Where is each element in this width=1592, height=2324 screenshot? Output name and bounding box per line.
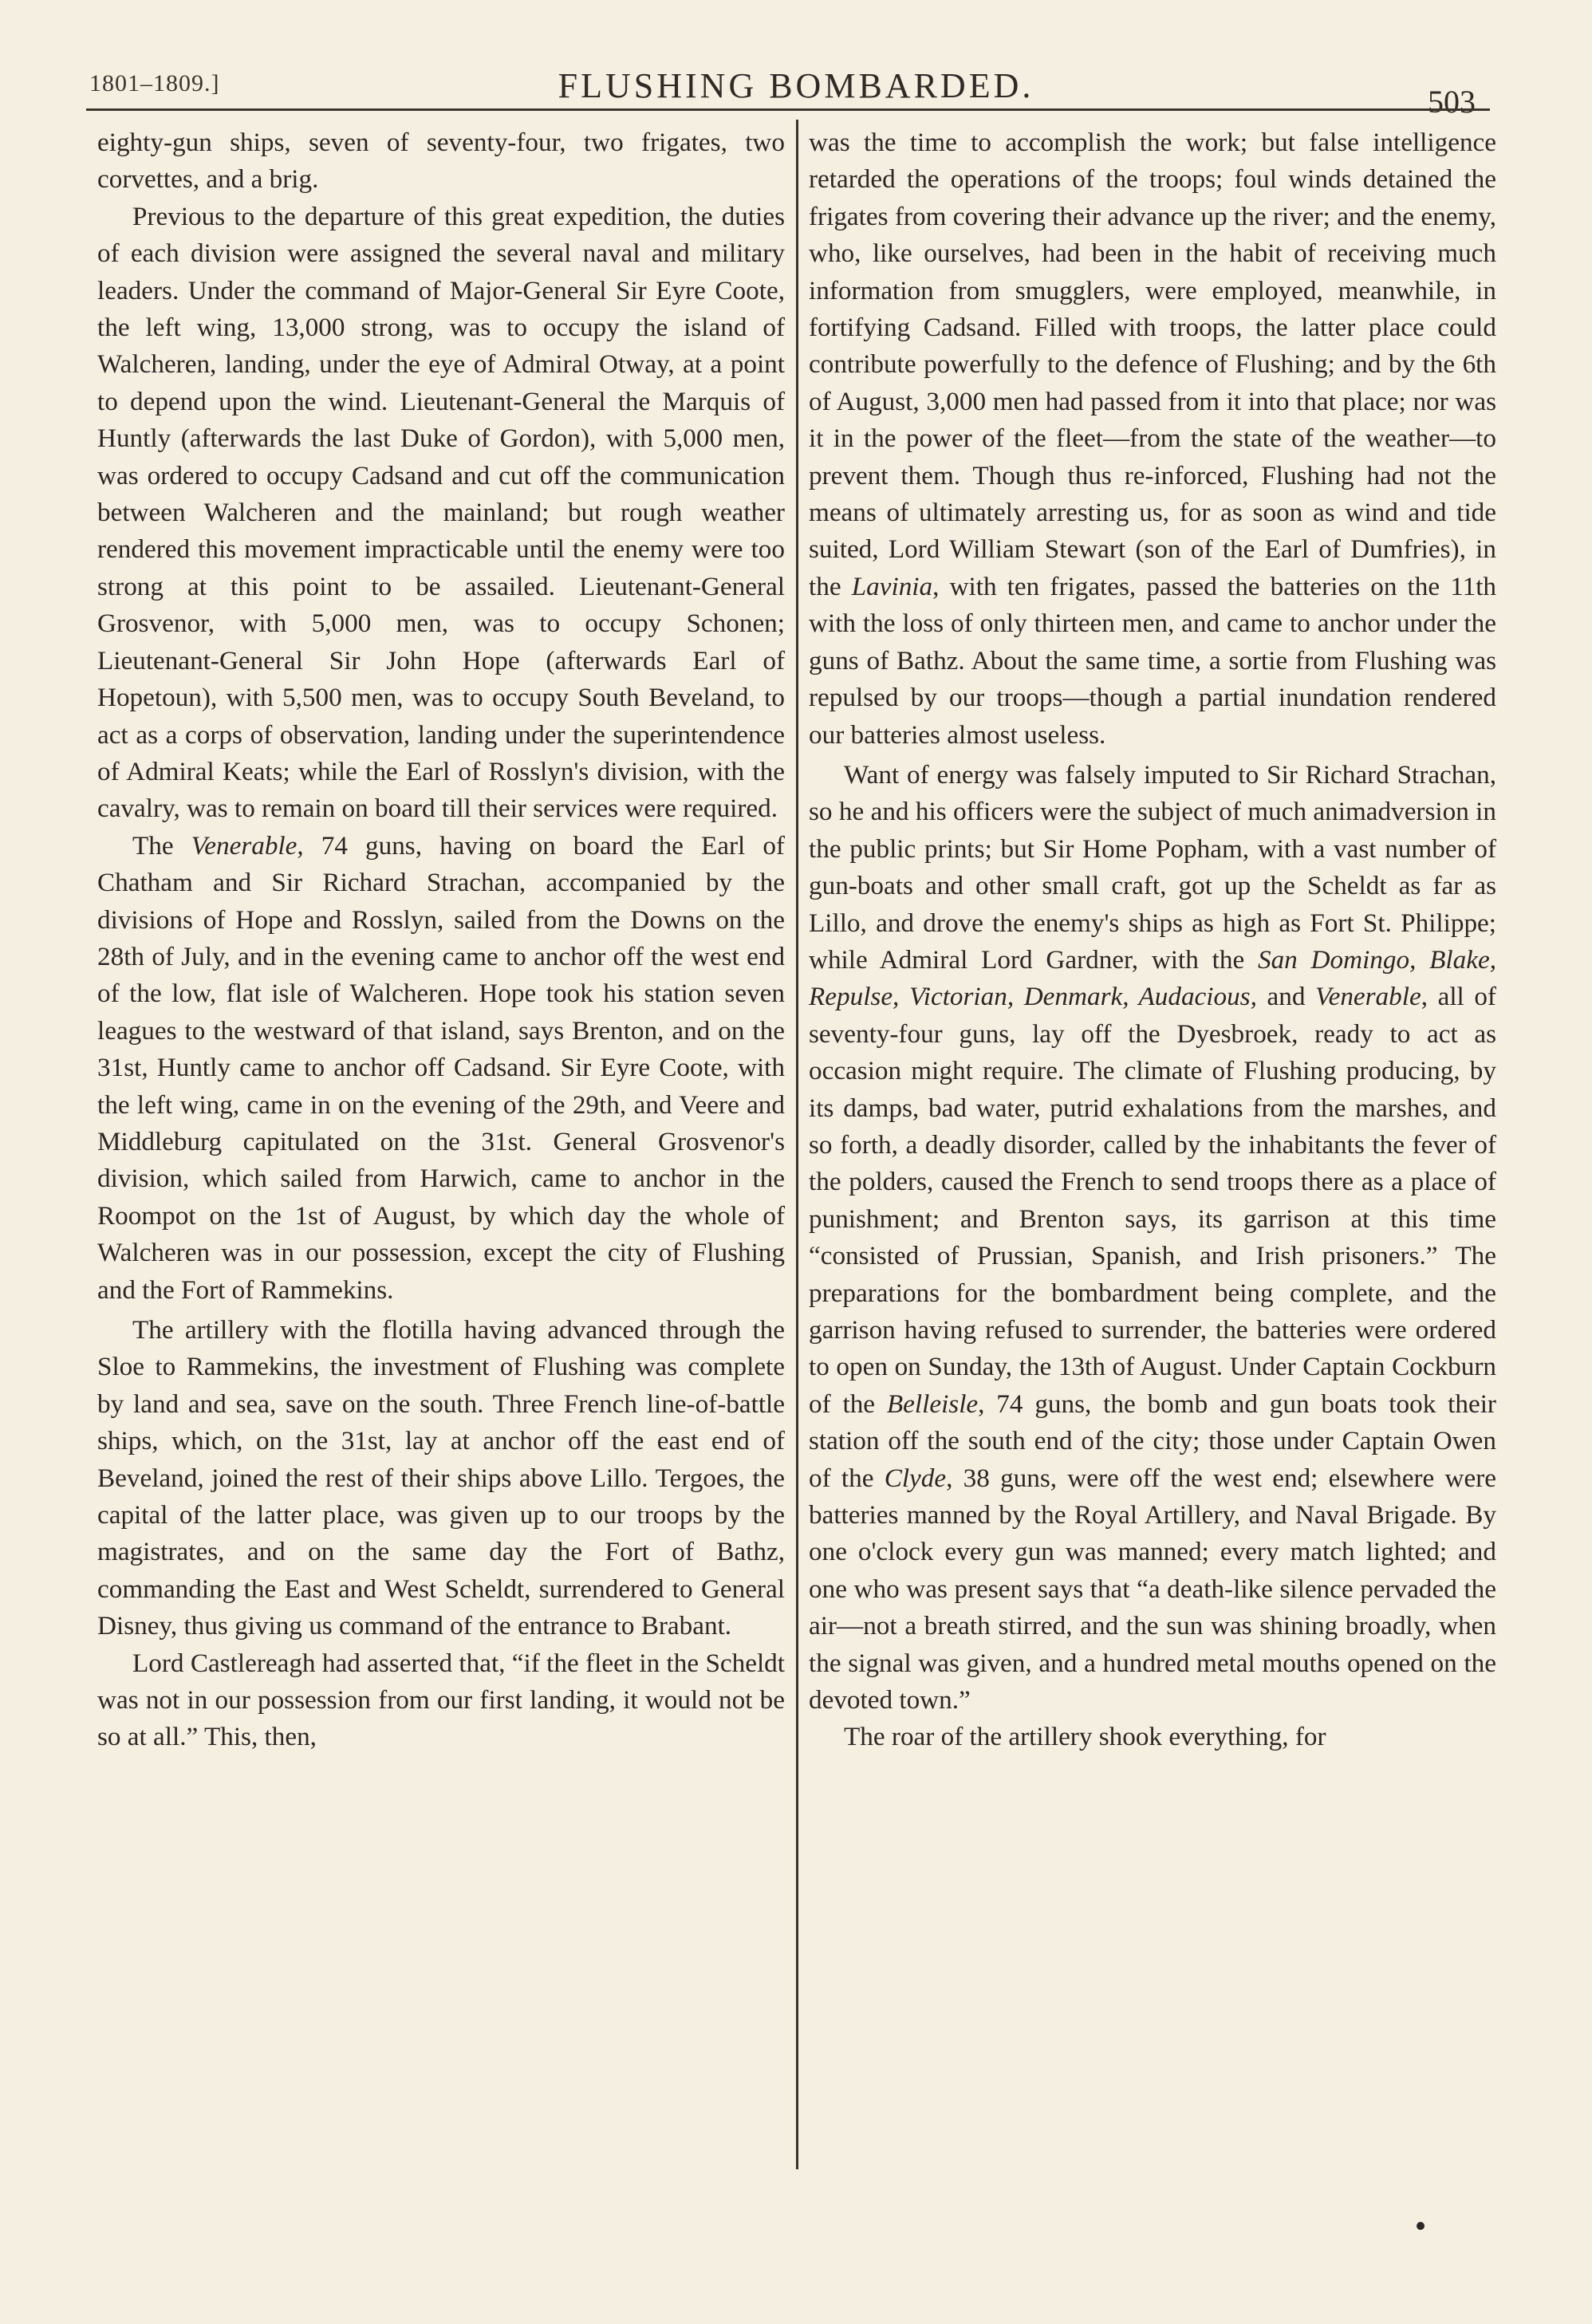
paragraph: Lord Castlereagh had asserted that, “if the fleet in the Scheldt was not in our possession from our first landing, it would not be so at all.” This, then, bbox=[97, 1648, 785, 1752]
date-range: 1801–1809.] bbox=[89, 70, 220, 97]
ship-name: Lavinia bbox=[851, 571, 933, 601]
paragraph: was the time to accomplish the work; but false intelligence retarded the operations of the troops; foul winds detained the frigates from covering their advance up the river; and the enemy, who, like ourselves, had been in the habit of receiving much information from smugglers, were employed, meanwhile, in fortifying Cadsand. Filled with troops, the latter place could contribute powerfully to the defence of Flushing; and by the 6th of August, 3,000 men had passed from it into that place; nor was it in the power of the fleet—from the state of the weather—to prevent them. Though thus re-inforced, Flushing had not the means of ultimately arresting us, for as soon as wind and tide suited, Lord William Stewart (son of the Earl of Dumfries), in the Lavinia, with ten frigates, passed the batteries on the 11th with the loss of only thirteen men, and came to anchor under the guns of Bathz. About the same time, a sortie from Flushing was repulsed by our troops—though a partial inundation rendered our batteries almost useless. bbox=[809, 128, 1497, 750]
paragraph: Want of energy was falsely imputed to Sir Richard Strachan, so he and his officers were the subject of much animadversion in the public prints; but Sir Home Popham, with a vast number of gun-boats and other small craft, got up the Scheldt as far as Lillo, and drove the enemy's ships as high as Fort St. Philippe; while Admiral Lord Gardner, with the San Domingo, Blake, Repulse, Victorian, Denmark, Audacious, and Venerable, all of seventy-four guns, lay off the Dyesbroek, ready to act as occasion might require. The climate of Flushing producing, by its damps, bad water, putrid exhalations from the marshes, and so forth, a deadly disorder, called by the inhabitants the fever of the polders, caused the French to send troops there as a place of punishment; and Brenton says, its garrison at this time “consisted of Prussian, Spanish, and Irish prisoners.” The preparations for the bombardment being complete, and the garrison having refused to surrender, the batteries were ordered to open on Sunday, the 13th of August. Under Captain Cockburn of the Belleisle, 74 guns, the bomb and gun boats took their station off the south end of the city; those under Captain Owen of the Clyde, 38 guns, were off the west end; elsewhere were batteries manned by the Royal Artillery, and Naval Brigade. By one o'clock every gun was manned; every match lighted; and one who was present says that “a death-like silence pervaded the air—not a breath stirred, and the sun was shining broadly, when the signal was given, and a hundred metal mouths opened on the devoted town.” bbox=[809, 759, 1497, 1715]
left-column bbox=[97, 124, 785, 2198]
ship-name: Venerable bbox=[1315, 982, 1421, 1012]
right-column bbox=[809, 124, 1496, 2198]
ship-names: San Domingo, Blake, Repulse, Victorian, Denmark, Audacious, bbox=[809, 944, 1496, 1012]
ink-dot bbox=[1417, 2222, 1425, 2230]
paragraph: The roar of the artillery shook everything, for bbox=[844, 1722, 1326, 1752]
header-rule bbox=[86, 108, 1490, 111]
paragraph: Previous to the departure of this great expedition, the duties of each division were assigned the several naval and military leaders. Under the command of Major-General Sir Eyre Coote, the left wing, 13,000 strong, was to occupy the island of Walcheren, landing, under the eye of Admiral Otway, at a point to depend upon the wind. Lieutenant-General the Marquis of Huntly (afterwards the last Duke of Gordon), with 5,000 men, was ordered to occupy Cadsand and cut off the communication between Walcheren and the mainland; but rough weather rendered this movement impracticable until the enemy were too strong at this point to be assailed. Lieutenant-General Grosvenor, with 5,000 men, was to occupy Schonen; Lieutenant-General Sir John Hope (afterwards Earl of Hopetoun), with 5,500 men, was to occupy South Beveland, to act as a corps of observation, landing under the superintendence of Admiral Keats; while the Earl of Rosslyn's division, with the cavalry, was to remain on board till their services were required. bbox=[97, 201, 785, 824]
page-title: FLUSHING BOMBARDED. bbox=[558, 66, 1034, 105]
ship-name: Venerable bbox=[191, 830, 298, 861]
page-number: 503 bbox=[1428, 84, 1476, 120]
paragraph: The artillery with the flotilla having advanced through the Sloe to Rammekins, the investment of Flushing was complete by land and sea, save on the south. Three French line-of-battle ships, which, on the 31st, lay at anchor off the east end of Beveland, joined the rest of their ships above Lillo. Tergoes, the capital of the latter place, was given up to our troops by the magistrates, and on the same day the Fort of Bathz, commanding the East and West Scheldt, surrendered to General Disney, thus giving us command of the entrance to Brabant. bbox=[97, 1315, 785, 1641]
paragraph: eighty-gun ships, seven of seventy-four, two frigates, two corvettes, and a brig. bbox=[97, 128, 785, 195]
ship-name: Belleisle bbox=[886, 1388, 979, 1419]
column-divider bbox=[796, 120, 798, 2169]
ship-name: Clyde bbox=[884, 1463, 947, 1493]
paragraph: The Venerable, 74 guns, having on board the Earl of Chatham and Sir Richard Strachan, accompanied by the divisions of Hope and Rosslyn, sailed from the Downs on the 28th of July, and in the evening came to anchor off the west end of the low, flat isle of Walcheren. Hope took his station seven leagues to the westward of that island, says Brenton, and on the 31st, Huntly came to anchor off Cadsand. Sir Eyre Coote, with the left wing, came in on the evening of the 29th, and Veere and Middleburg capitulated on the 31st. General Grosvenor's division, which sailed from Harwich, came to anchor in the Roompot on the 1st of August, by which day the whole of Walcheren was in our possession, except the city of Flushing and the Fort of Rammekins. bbox=[97, 830, 785, 1305]
